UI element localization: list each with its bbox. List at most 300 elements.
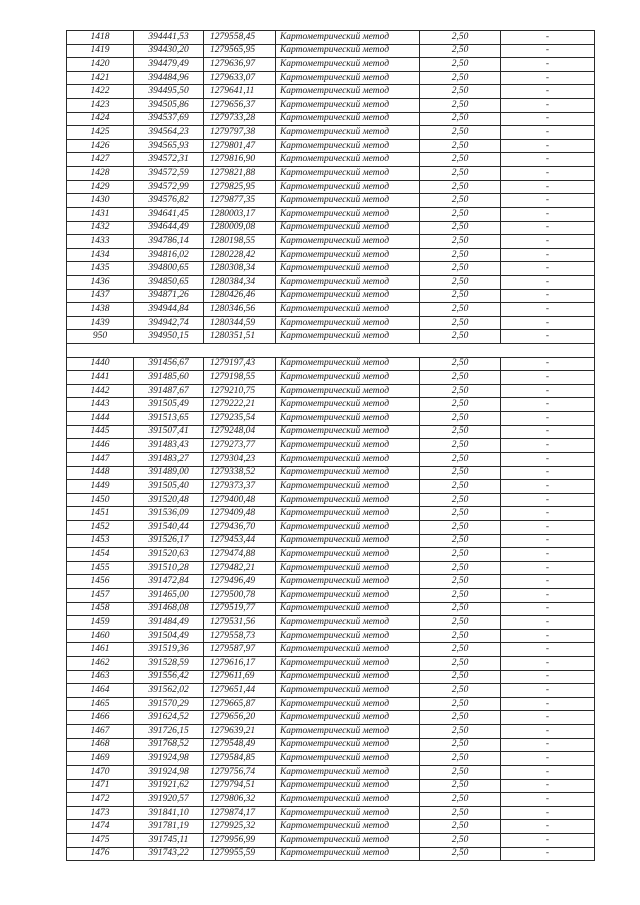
y-coordinate-cell: 1279436,70: [204, 520, 276, 534]
note-cell: -: [501, 793, 595, 807]
note-cell: -: [501, 643, 595, 657]
method-cell: Картометрический метод: [276, 303, 420, 317]
x-coordinate-cell: 391456,67: [134, 357, 204, 371]
point-number-cell: 1464: [67, 684, 134, 698]
table-row: [67, 643, 595, 657]
note-cell: -: [501, 58, 595, 72]
point-number-cell: 1447: [67, 452, 134, 466]
accuracy-cell: 2,50: [420, 507, 501, 521]
y-coordinate-cell: 1280384,34: [204, 275, 276, 289]
y-coordinate-cell: 1280198,55: [204, 235, 276, 249]
x-coordinate-cell: 391540,44: [134, 520, 204, 534]
note-cell: -: [501, 44, 595, 58]
x-coordinate-cell: 394479,49: [134, 58, 204, 72]
y-coordinate-cell: 1280351,51: [204, 330, 276, 344]
method-cell: Картометрический метод: [276, 833, 420, 847]
y-coordinate-cell: 1279733,28: [204, 112, 276, 126]
y-coordinate-cell: 1279611,69: [204, 670, 276, 684]
method-cell: Картометрический метод: [276, 398, 420, 412]
x-coordinate-cell: 391510,28: [134, 561, 204, 575]
y-coordinate-cell: 1279806,32: [204, 793, 276, 807]
point-number-cell: 1421: [67, 71, 134, 85]
method-cell: Картометрический метод: [276, 371, 420, 385]
method-cell: Картометрический метод: [276, 44, 420, 58]
table-row: [67, 793, 595, 807]
accuracy-cell: 2,50: [420, 820, 501, 834]
x-coordinate-cell: 391921,62: [134, 779, 204, 793]
point-number-cell: 1423: [67, 99, 134, 113]
table-row: [67, 806, 595, 820]
x-coordinate-cell: 394644,49: [134, 221, 204, 235]
y-coordinate-cell: 1279665,87: [204, 697, 276, 711]
table-row: [67, 112, 595, 126]
method-cell: Картометрический метод: [276, 357, 420, 371]
accuracy-cell: 2,50: [420, 480, 501, 494]
y-coordinate-cell: 1279639,21: [204, 725, 276, 739]
accuracy-cell: 2,50: [420, 262, 501, 276]
table-row: [67, 588, 595, 602]
y-coordinate-cell: 1279400,48: [204, 493, 276, 507]
note-cell: -: [501, 520, 595, 534]
method-cell: Картометрический метод: [276, 194, 420, 208]
accuracy-cell: 2,50: [420, 629, 501, 643]
method-cell: Картометрический метод: [276, 139, 420, 153]
point-number-cell: 1439: [67, 316, 134, 330]
method-cell: Картометрический метод: [276, 670, 420, 684]
note-cell: -: [501, 629, 595, 643]
x-coordinate-cell: 391484,49: [134, 616, 204, 630]
point-number-cell: 1456: [67, 575, 134, 589]
accuracy-cell: 2,50: [420, 330, 501, 344]
x-coordinate-cell: 394564,23: [134, 126, 204, 140]
method-cell: Картометрический метод: [276, 643, 420, 657]
x-coordinate-cell: 394441,53: [134, 31, 204, 45]
table-row: [67, 330, 595, 344]
note-cell: -: [501, 31, 595, 45]
y-coordinate-cell: 1279636,97: [204, 58, 276, 72]
method-cell: Картометрический метод: [276, 588, 420, 602]
table-row: [67, 833, 595, 847]
point-number-cell: 1419: [67, 44, 134, 58]
method-cell: Картометрический метод: [276, 235, 420, 249]
x-coordinate-cell: 391468,08: [134, 602, 204, 616]
note-cell: -: [501, 235, 595, 249]
method-cell: Картометрический метод: [276, 575, 420, 589]
y-coordinate-cell: 1279877,35: [204, 194, 276, 208]
y-coordinate-cell: 1280308,34: [204, 262, 276, 276]
x-coordinate-cell: 391570,29: [134, 697, 204, 711]
y-coordinate-cell: 1279338,52: [204, 466, 276, 480]
note-cell: -: [501, 588, 595, 602]
table-row: [67, 602, 595, 616]
accuracy-cell: 2,50: [420, 752, 501, 766]
point-number-cell: 1468: [67, 738, 134, 752]
note-cell: -: [501, 684, 595, 698]
accuracy-cell: 2,50: [420, 316, 501, 330]
x-coordinate-cell: 391504,49: [134, 629, 204, 643]
accuracy-cell: 2,50: [420, 439, 501, 453]
table-row: [67, 139, 595, 153]
method-cell: Картометрический метод: [276, 493, 420, 507]
x-coordinate-cell: 391507,41: [134, 425, 204, 439]
note-cell: -: [501, 765, 595, 779]
method-cell: Картометрический метод: [276, 207, 420, 221]
accuracy-cell: 2,50: [420, 711, 501, 725]
table-row: [67, 275, 595, 289]
y-coordinate-cell: 1279801,47: [204, 139, 276, 153]
y-coordinate-cell: 1279531,56: [204, 616, 276, 630]
note-cell: -: [501, 466, 595, 480]
method-cell: Картометрический метод: [276, 126, 420, 140]
method-cell: Картометрический метод: [276, 112, 420, 126]
y-coordinate-cell: 1279373,37: [204, 480, 276, 494]
point-number-cell: 1448: [67, 466, 134, 480]
y-coordinate-cell: 1279616,17: [204, 657, 276, 671]
point-number-cell: 1418: [67, 31, 134, 45]
note-cell: -: [501, 548, 595, 562]
accuracy-cell: 2,50: [420, 725, 501, 739]
accuracy-cell: 2,50: [420, 58, 501, 72]
y-coordinate-cell: 1279197,43: [204, 357, 276, 371]
accuracy-cell: 2,50: [420, 44, 501, 58]
accuracy-cell: 2,50: [420, 670, 501, 684]
method-cell: Картометрический метод: [276, 629, 420, 643]
table-row: [67, 670, 595, 684]
x-coordinate-cell: 394641,45: [134, 207, 204, 221]
x-coordinate-cell: 391526,17: [134, 534, 204, 548]
accuracy-cell: 2,50: [420, 520, 501, 534]
note-cell: -: [501, 820, 595, 834]
x-coordinate-cell: 394572,59: [134, 167, 204, 181]
table-row: [67, 194, 595, 208]
y-coordinate-cell: 1279482,21: [204, 561, 276, 575]
y-coordinate-cell: 1279548,49: [204, 738, 276, 752]
point-number-cell: 1459: [67, 616, 134, 630]
accuracy-cell: 2,50: [420, 139, 501, 153]
method-cell: Картометрический метод: [276, 480, 420, 494]
note-cell: -: [501, 316, 595, 330]
method-cell: Картометрический метод: [276, 534, 420, 548]
x-coordinate-cell: 391924,98: [134, 752, 204, 766]
point-number-cell: 1437: [67, 289, 134, 303]
point-number-cell: 1466: [67, 711, 134, 725]
point-number-cell: 1473: [67, 806, 134, 820]
accuracy-cell: 2,50: [420, 398, 501, 412]
table-row: [67, 262, 595, 276]
y-coordinate-cell: 1279558,45: [204, 31, 276, 45]
note-cell: -: [501, 847, 595, 861]
x-coordinate-cell: 391505,40: [134, 480, 204, 494]
accuracy-cell: 2,50: [420, 657, 501, 671]
y-coordinate-cell: 1279558,73: [204, 629, 276, 643]
method-cell: Картометрический метод: [276, 99, 420, 113]
method-cell: Картометрический метод: [276, 167, 420, 181]
point-number-cell: 1457: [67, 588, 134, 602]
note-cell: -: [501, 398, 595, 412]
note-cell: -: [501, 670, 595, 684]
note-cell: -: [501, 262, 595, 276]
note-cell: -: [501, 330, 595, 344]
y-coordinate-cell: 1279633,07: [204, 71, 276, 85]
table-row: [67, 248, 595, 262]
table-row: [67, 725, 595, 739]
note-cell: -: [501, 425, 595, 439]
method-cell: Картометрический метод: [276, 466, 420, 480]
y-coordinate-cell: 1279756,74: [204, 765, 276, 779]
method-cell: Картометрический метод: [276, 725, 420, 739]
accuracy-cell: 2,50: [420, 602, 501, 616]
table-row: [67, 126, 595, 140]
accuracy-cell: 2,50: [420, 833, 501, 847]
x-coordinate-cell: 391505,49: [134, 398, 204, 412]
note-cell: -: [501, 493, 595, 507]
y-coordinate-cell: 1279874,17: [204, 806, 276, 820]
note-cell: -: [501, 207, 595, 221]
note-cell: -: [501, 384, 595, 398]
note-cell: -: [501, 303, 595, 317]
method-cell: Картометрический метод: [276, 738, 420, 752]
accuracy-cell: 2,50: [420, 575, 501, 589]
note-cell: -: [501, 752, 595, 766]
table-row: [67, 371, 595, 385]
accuracy-cell: 2,50: [420, 248, 501, 262]
y-coordinate-cell: 1279656,20: [204, 711, 276, 725]
table-row: [67, 235, 595, 249]
note-cell: -: [501, 275, 595, 289]
method-cell: Картометрический метод: [276, 684, 420, 698]
x-coordinate-cell: 394942,74: [134, 316, 204, 330]
y-coordinate-cell: 1279565,95: [204, 44, 276, 58]
point-number-cell: 1442: [67, 384, 134, 398]
accuracy-cell: 2,50: [420, 303, 501, 317]
point-number-cell: 1428: [67, 167, 134, 181]
point-number-cell: 1449: [67, 480, 134, 494]
note-cell: -: [501, 439, 595, 453]
table-row: [67, 752, 595, 766]
accuracy-cell: 2,50: [420, 425, 501, 439]
point-number-cell: 1465: [67, 697, 134, 711]
y-coordinate-cell: 1279584,85: [204, 752, 276, 766]
accuracy-cell: 2,50: [420, 126, 501, 140]
y-coordinate-cell: 1279409,48: [204, 507, 276, 521]
x-coordinate-cell: 394871,26: [134, 289, 204, 303]
x-coordinate-cell: 391483,43: [134, 439, 204, 453]
point-number-cell: 1461: [67, 643, 134, 657]
method-cell: Картометрический метод: [276, 520, 420, 534]
x-coordinate-cell: 391472,84: [134, 575, 204, 589]
table-row: [67, 207, 595, 221]
x-coordinate-cell: 394430,20: [134, 44, 204, 58]
note-cell: -: [501, 194, 595, 208]
note-cell: -: [501, 99, 595, 113]
y-coordinate-cell: 1280003,17: [204, 207, 276, 221]
accuracy-cell: 2,50: [420, 194, 501, 208]
x-coordinate-cell: 391520,48: [134, 493, 204, 507]
y-coordinate-cell: 1279955,59: [204, 847, 276, 861]
note-cell: -: [501, 221, 595, 235]
table-row: [67, 493, 595, 507]
point-number-cell: 950: [67, 330, 134, 344]
y-coordinate-cell: 1279656,37: [204, 99, 276, 113]
accuracy-cell: 2,50: [420, 167, 501, 181]
y-coordinate-cell: 1280426,46: [204, 289, 276, 303]
accuracy-cell: 2,50: [420, 289, 501, 303]
note-cell: -: [501, 575, 595, 589]
y-coordinate-cell: 1280346,56: [204, 303, 276, 317]
point-number-cell: 1425: [67, 126, 134, 140]
point-number-cell: 1453: [67, 534, 134, 548]
accuracy-cell: 2,50: [420, 738, 501, 752]
y-coordinate-cell: 1279519,77: [204, 602, 276, 616]
note-cell: -: [501, 779, 595, 793]
y-coordinate-cell: 1279925,32: [204, 820, 276, 834]
y-coordinate-cell: 1279956,99: [204, 833, 276, 847]
table-row: [67, 765, 595, 779]
note-cell: -: [501, 371, 595, 385]
table-row: [67, 711, 595, 725]
point-number-cell: 1452: [67, 520, 134, 534]
method-cell: Картометрический метод: [276, 711, 420, 725]
method-cell: Картометрический метод: [276, 820, 420, 834]
table-row: [67, 629, 595, 643]
table-row: [67, 684, 595, 698]
point-number-cell: 1443: [67, 398, 134, 412]
table-row: [67, 697, 595, 711]
table-row: [67, 520, 595, 534]
accuracy-cell: 2,50: [420, 371, 501, 385]
x-coordinate-cell: 394850,65: [134, 275, 204, 289]
point-number-cell: 1454: [67, 548, 134, 562]
point-number-cell: 1444: [67, 412, 134, 426]
method-cell: Картометрический метод: [276, 847, 420, 861]
x-coordinate-cell: 391513,65: [134, 412, 204, 426]
method-cell: Картометрический метод: [276, 289, 420, 303]
point-number-cell: 1470: [67, 765, 134, 779]
table-row: [67, 738, 595, 752]
accuracy-cell: 2,50: [420, 275, 501, 289]
y-coordinate-cell: 1279816,90: [204, 153, 276, 167]
note-cell: -: [501, 71, 595, 85]
method-cell: Картометрический метод: [276, 58, 420, 72]
accuracy-cell: 2,50: [420, 793, 501, 807]
method-cell: Картометрический метод: [276, 439, 420, 453]
table-row: [67, 466, 595, 480]
note-cell: -: [501, 112, 595, 126]
point-number-cell: 1427: [67, 153, 134, 167]
x-coordinate-cell: 391487,67: [134, 384, 204, 398]
table-row: [67, 85, 595, 99]
y-coordinate-cell: 1280009,08: [204, 221, 276, 235]
coordinates-table: [66, 30, 595, 861]
note-cell: -: [501, 153, 595, 167]
table-row: [67, 575, 595, 589]
point-number-cell: 1440: [67, 357, 134, 371]
table-row: [67, 820, 595, 834]
method-cell: Картометрический метод: [276, 180, 420, 194]
method-cell: Картометрический метод: [276, 262, 420, 276]
x-coordinate-cell: 394505,86: [134, 99, 204, 113]
point-number-cell: 1460: [67, 629, 134, 643]
separator-cell: [67, 344, 595, 358]
accuracy-cell: 2,50: [420, 384, 501, 398]
method-cell: Картометрический метод: [276, 221, 420, 235]
accuracy-cell: 2,50: [420, 616, 501, 630]
method-cell: Картометрический метод: [276, 657, 420, 671]
method-cell: Картометрический метод: [276, 616, 420, 630]
group-separator-row: [67, 344, 595, 358]
point-number-cell: 1467: [67, 725, 134, 739]
note-cell: -: [501, 657, 595, 671]
table-row: [67, 548, 595, 562]
y-coordinate-cell: 1279587,97: [204, 643, 276, 657]
x-coordinate-cell: 391536,09: [134, 507, 204, 521]
x-coordinate-cell: 391528,59: [134, 657, 204, 671]
note-cell: -: [501, 139, 595, 153]
point-number-cell: 1451: [67, 507, 134, 521]
y-coordinate-cell: 1279248,04: [204, 425, 276, 439]
accuracy-cell: 2,50: [420, 85, 501, 99]
accuracy-cell: 2,50: [420, 153, 501, 167]
accuracy-cell: 2,50: [420, 684, 501, 698]
table-row: [67, 303, 595, 317]
point-number-cell: 1463: [67, 670, 134, 684]
note-cell: -: [501, 833, 595, 847]
table-row: [67, 425, 595, 439]
accuracy-cell: 2,50: [420, 534, 501, 548]
method-cell: Картометрический метод: [276, 806, 420, 820]
point-number-cell: 1458: [67, 602, 134, 616]
table-row: [67, 71, 595, 85]
x-coordinate-cell: 394816,02: [134, 248, 204, 262]
point-number-cell: 1426: [67, 139, 134, 153]
x-coordinate-cell: 391556,42: [134, 670, 204, 684]
x-coordinate-cell: 391624,52: [134, 711, 204, 725]
x-coordinate-cell: 391483,27: [134, 452, 204, 466]
accuracy-cell: 2,50: [420, 697, 501, 711]
method-cell: Картометрический метод: [276, 275, 420, 289]
point-number-cell: 1438: [67, 303, 134, 317]
table-row: [67, 507, 595, 521]
x-coordinate-cell: 394786,14: [134, 235, 204, 249]
accuracy-cell: 2,50: [420, 71, 501, 85]
point-number-cell: 1435: [67, 262, 134, 276]
method-cell: Картометрический метод: [276, 602, 420, 616]
table-row: [67, 657, 595, 671]
x-coordinate-cell: 394576,82: [134, 194, 204, 208]
point-number-cell: 1462: [67, 657, 134, 671]
point-number-cell: 1431: [67, 207, 134, 221]
table-row: [67, 412, 595, 426]
accuracy-cell: 2,50: [420, 779, 501, 793]
note-cell: -: [501, 357, 595, 371]
method-cell: Картометрический метод: [276, 779, 420, 793]
x-coordinate-cell: 394572,31: [134, 153, 204, 167]
point-number-cell: 1455: [67, 561, 134, 575]
note-cell: -: [501, 180, 595, 194]
x-coordinate-cell: 394537,69: [134, 112, 204, 126]
x-coordinate-cell: 391745,11: [134, 833, 204, 847]
accuracy-cell: 2,50: [420, 180, 501, 194]
method-cell: Картометрический метод: [276, 507, 420, 521]
point-number-cell: 1475: [67, 833, 134, 847]
method-cell: Картометрический метод: [276, 384, 420, 398]
table-row: [67, 779, 595, 793]
y-coordinate-cell: 1279222,21: [204, 398, 276, 412]
method-cell: Картометрический метод: [276, 85, 420, 99]
method-cell: Картометрический метод: [276, 412, 420, 426]
note-cell: -: [501, 480, 595, 494]
point-number-cell: 1433: [67, 235, 134, 249]
